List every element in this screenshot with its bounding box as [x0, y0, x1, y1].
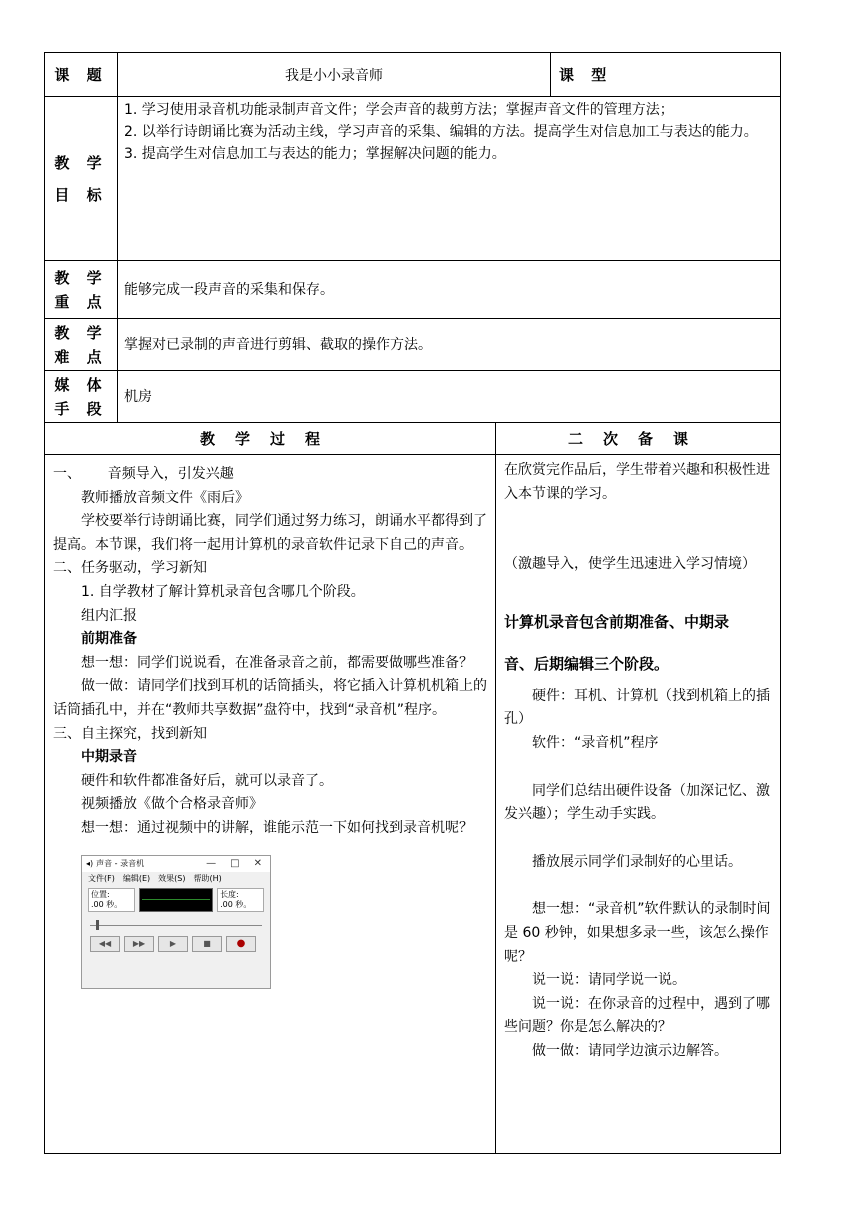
rewind-button: ◀◀: [90, 936, 120, 952]
paragraph: 播放展示同学们录制好的心里话。: [532, 853, 742, 870]
media-label: 媒 体 手 段: [45, 371, 118, 423]
process-header: 教学过程: [45, 423, 496, 455]
paragraph: 硬件和软件都准备好后，就可以录音了。: [81, 772, 333, 789]
paragraph: 软件：“录音机”程序: [532, 734, 659, 751]
menu-help: 帮助(H): [193, 873, 222, 883]
second-prep-content: [496, 455, 781, 1154]
paragraph: 教师播放音频文件《雨后》: [81, 489, 249, 506]
key-label: 教 学 重 点: [45, 261, 118, 319]
paragraph: 在欣赏完作品后，学生带着兴趣和积极性进入本节课的学习。: [504, 462, 770, 502]
close-icon: ✕: [253, 857, 262, 869]
recorder-titlebar: [82, 856, 270, 872]
maximize-icon: □: [230, 857, 240, 869]
second-prep-header: 二次备课: [496, 423, 781, 455]
paragraph: （激趣导入，使学生迅速进入学习情境）: [504, 556, 756, 573]
waveform-display: [139, 888, 213, 912]
speaker-icon: ◂): [86, 858, 94, 868]
paragraph: 想一想：同学们说说看，在准备录音之前，都需要做哪些准备？: [81, 654, 473, 671]
length-value: .00 秒。: [220, 899, 252, 909]
record-button: ●: [226, 936, 256, 952]
minimize-icon: —: [206, 857, 217, 869]
paragraph: 组内汇报: [81, 607, 137, 624]
goal-item: 2. 以举行诗朗诵比赛为活动主线，学习声音的采集、编辑的方法。提高学生对信息加工与表达的能力。: [124, 124, 758, 140]
forward-button: ▶▶: [124, 936, 154, 952]
paragraph: 说一说：请同学说一说。: [532, 972, 686, 989]
paragraph: 想一想：“录音机”软件默认的录制时间是 60 秒钟，如果想多录一些，该怎么操作呢？: [504, 901, 771, 965]
bold-summary: 音、后期编辑三个阶段。: [504, 654, 670, 673]
length-label: 长度:: [220, 889, 239, 899]
position-box: [88, 888, 135, 912]
difficulty-value: 掌握对已录制的声音进行剪辑、截取的操作方法。: [118, 319, 781, 371]
bold-summary: 计算机录音包含前期准备、中期录: [504, 612, 730, 631]
lesson-info-table: [44, 52, 781, 423]
recorder-menubar: [82, 872, 270, 886]
menu-file: 文件(F): [88, 873, 115, 883]
topic-value: 我是小小录音师: [118, 53, 551, 97]
type-label: 课 型: [551, 53, 781, 97]
media-value: 机房: [118, 371, 781, 423]
slider-thumb: [96, 920, 99, 930]
paragraph: 视频播放《做个合格录音师》: [81, 796, 263, 813]
bold-heading: 中期录音: [81, 749, 137, 766]
paragraph: 做一做：请同学们找到耳机的话筒插头，将它插入计算机机箱上的话筒插孔中，并在“教师共享数据”盘符中，找到“录音机”程序。: [53, 678, 487, 718]
recorder-display: [82, 886, 270, 914]
process-table: [44, 422, 781, 1154]
goals-content: [118, 97, 781, 261]
stop-button: ■: [192, 936, 222, 952]
goals-label: 教 学 目 标: [45, 97, 118, 261]
process-content: [45, 455, 496, 1154]
paragraph: 学校要举行诗朗诵比赛，同学们通过努力练习，朗诵水平都得到了提高。本节课，我们将一起用计算机的录音软件记录下自己的声音。: [53, 513, 487, 553]
paragraph: 同学们总结出硬件设备（加深记忆、激发兴趣）；学生动手实践。: [504, 782, 770, 823]
position-value: .00 秒。: [91, 899, 123, 909]
topic-label: 课 题: [45, 53, 118, 97]
paragraph: 硬件：耳机、计算机（找到机箱上的插孔）: [504, 687, 770, 728]
section-title: 一、 音频导入，引发兴趣: [53, 466, 234, 482]
menu-edit: 编辑(E): [122, 873, 151, 883]
length-box: [217, 888, 264, 912]
recorder-screenshot: [81, 855, 271, 989]
goal-item: 3. 提高学生对信息加工与表达的能力；掌握解决问题的能力。: [124, 146, 506, 162]
play-button: ▶: [158, 936, 188, 952]
position-slider: [90, 920, 262, 930]
key-value: 能够完成一段声音的采集和保存。: [118, 261, 781, 319]
bold-heading: 前期准备: [81, 631, 137, 648]
recorder-title: 声音 - 录音机: [96, 858, 145, 868]
section-title: 三、自主探究，找到新知: [53, 725, 207, 742]
paragraph: 1. 自学教材了解计算机录音包含哪几个阶段。: [81, 583, 365, 600]
paragraph: 想一想：通过视频中的讲解，谁能示范一下如何找到录音机呢？: [81, 819, 473, 836]
paragraph: 做一做：请同学边演示边解答。: [532, 1042, 728, 1059]
menu-effects: 效果(S): [158, 873, 186, 883]
goal-item: 1. 学习使用录音机功能录制声音文件；学会声音的裁剪方法；掌握声音文件的管理方法；: [124, 102, 674, 118]
paragraph: 说一说：在你录音的过程中，遇到了哪些问题？你是怎么解决的？: [504, 995, 770, 1036]
recorder-buttons: [90, 936, 262, 952]
difficulty-label: 教 学 难 点: [45, 319, 118, 371]
section-title: 二、任务驱动，学习新知: [53, 560, 207, 577]
position-label: 位置:: [91, 889, 110, 899]
